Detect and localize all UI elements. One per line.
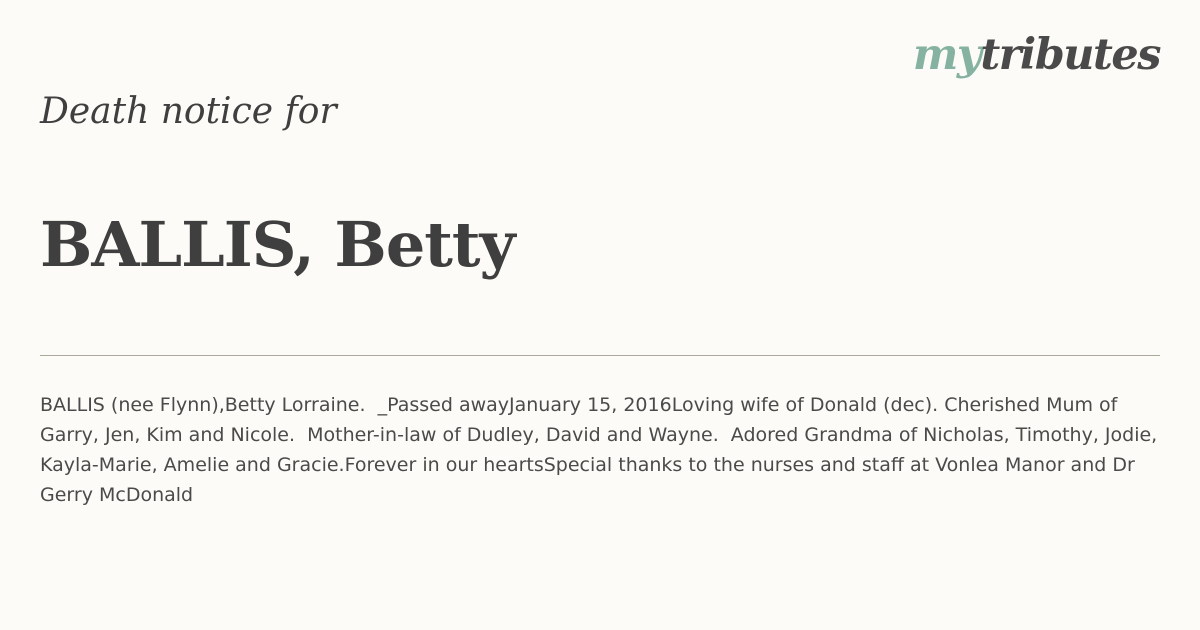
- notice-kicker: Death notice for: [40, 91, 337, 132]
- notice-body: BALLIS (nee Flynn),Betty Lorraine. _Passed awayJanuary 15, 2016Loving wife of Donald (dec). Cherished Mum of Garry, Jen, Kim and Nicole. Mother-in-law of Dudley, David and Wayne. Adored Grandma of Nicholas, Timothy, Jodie, Kayla-Marie, Amelie and Gracie.Forever in our heartsSpecial thanks to the nurses and staff at Vonlea Manor and Dr Gerry McDonald: [40, 394, 1164, 506]
- logo-text-tributes: tributes: [980, 30, 1160, 80]
- mytributes-logo[interactable]: [912, 30, 1160, 80]
- deceased-name: BALLIS, Betty: [40, 208, 515, 281]
- logo-text-my: my: [912, 30, 981, 80]
- section-divider: [40, 355, 1160, 356]
